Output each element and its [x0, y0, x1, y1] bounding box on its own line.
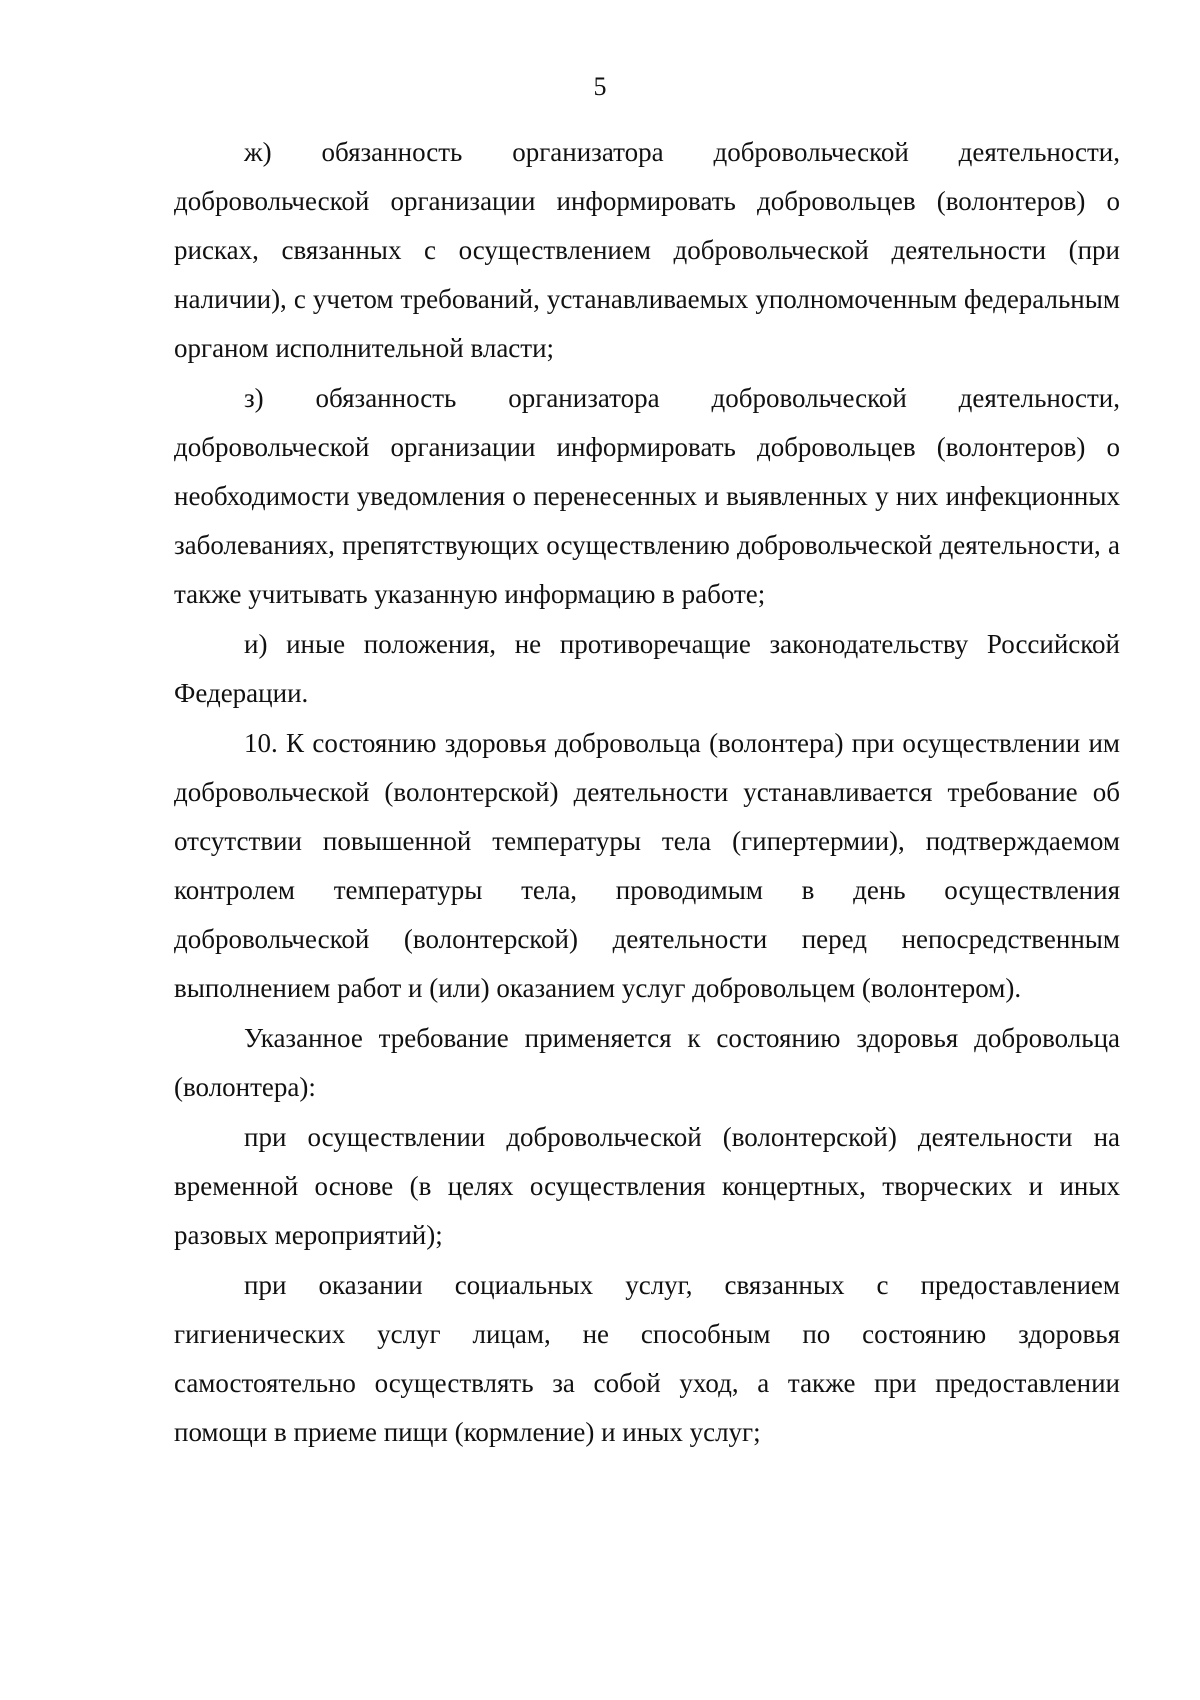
document-body [174, 128, 1120, 1457]
paragraph-item-zh: ж) обязанность организатора добровольческой деятельности, добровольческой организации информировать добровольцев (волонтеров) о рисках, связанных с осуществлением добровольческой деятельности (при наличии), с учетом требований, устанавливаемых уполномоченным федеральным органом исполнительной власти; [174, 137, 1120, 363]
paragraph-item-z: з) обязанность организатора добровольческой деятельности, добровольческой организации информировать добровольцев (волонтеров) о необходимости уведомления о перенесенных и выявленных у них инфекционных заболеваниях, препятствующих осуществлению добровольческой деятельности, а также учитывать указанную информацию в работе; [174, 383, 1120, 609]
page-number: 5 [593, 72, 607, 101]
paragraph-item-i: и) иные положения, не противоречащие законодательству Российской Федерации. [174, 629, 1120, 708]
paragraph-requirement-scope: Указанное требование применяется к состоянию здоровья добровольца (волонтера): [174, 1023, 1120, 1102]
paragraph-item-10: 10. К состоянию здоровья добровольца (волонтера) при осуществлении им добровольческой (волонтерской) деятельности устанавливается требование об отсутствии повышенной температуры тела (гипертермии), подтверждаемом контролем температуры тела, проводимым в день осуществления добровольческой (волонтерской) деятельности перед непосредственным выполнением работ и (или) оказанием услуг добровольцем (волонтером). [174, 728, 1120, 1003]
paragraph-social-services: при оказании социальных услуг, связанных с предоставлением гигиенических услуг лицам, не способным по состоянию здоровья самостоятельно осуществлять за собой уход, а также при предоставлении помощи в приеме пищи (кормление) и иных услуг; [174, 1270, 1120, 1447]
paragraph-temporary-activity: при осуществлении добровольческой (волонтерской) деятельности на временной основе (в целях осуществления концертных, творческих и иных разовых мероприятий); [174, 1122, 1120, 1250]
